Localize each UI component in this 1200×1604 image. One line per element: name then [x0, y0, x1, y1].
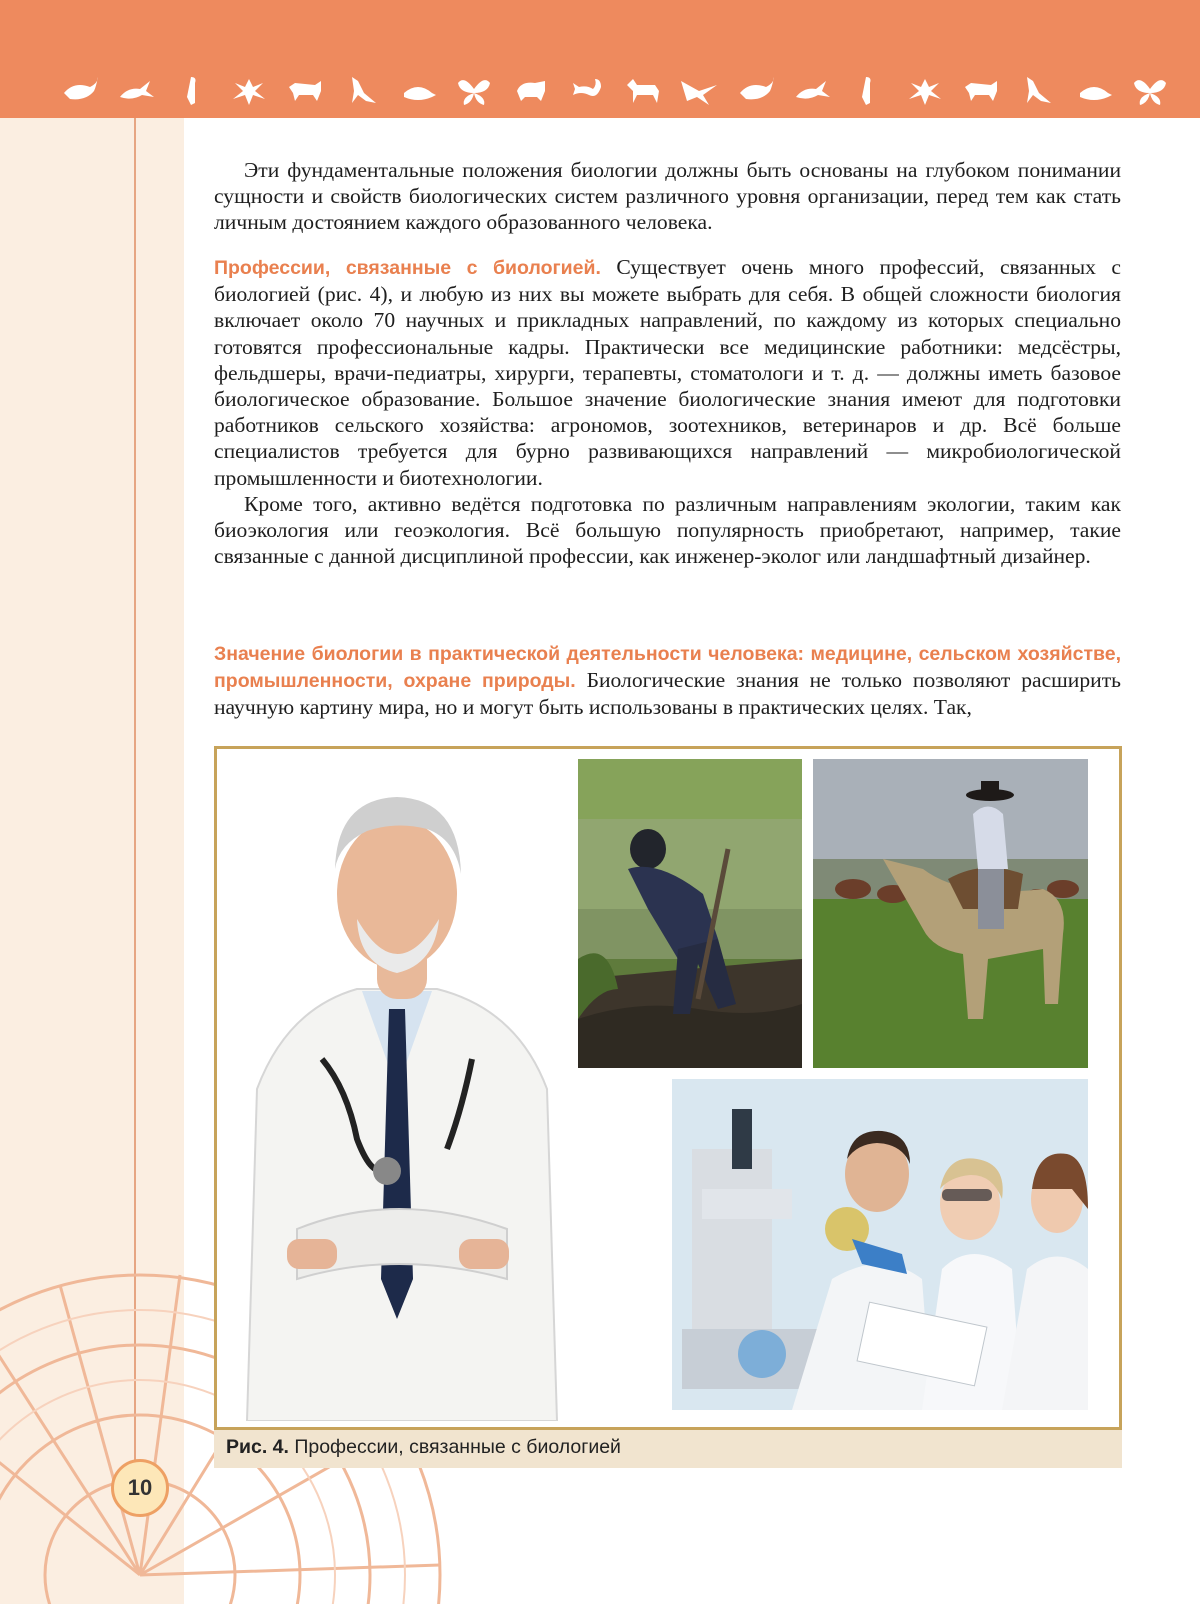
- kangaroo-icon: [1017, 73, 1057, 107]
- butterfly-icon: [454, 73, 494, 107]
- figure-frame: [214, 746, 1122, 1430]
- intro-paragraph: Эти фундаментальные положения биологии должны быть основаны на глубоком понимании сущности и свойств биологических систем различного уровня организации, перед тем как стать личным достоянием каждого образованного человека.: [214, 158, 1121, 235]
- lizard-icon: [792, 73, 832, 107]
- pig-icon: [511, 73, 551, 107]
- figure-caption: [214, 1430, 1122, 1468]
- professions-section: [214, 254, 1121, 569]
- professions-heading: Профессии, связанные с биологией.: [214, 257, 601, 279]
- doctor-photo: [227, 759, 567, 1421]
- gardener-photo: [578, 759, 802, 1068]
- swallow-icon: [679, 73, 719, 107]
- intro-paragraph-block: [214, 157, 1121, 236]
- figure-caption-label: Рис. 4.: [226, 1436, 289, 1458]
- butterfly-icon: [1130, 73, 1170, 107]
- professions-paragraph: [214, 254, 1121, 491]
- turtle-icon: [1074, 73, 1114, 107]
- whale-icon: [736, 73, 776, 107]
- practical-heading: Значение биологии в практической деятельности человека: медицине, сельском хозяйстве, промышленности, охране природы.: [214, 643, 1121, 693]
- page-number: 10: [111, 1459, 169, 1517]
- bull-icon: [961, 73, 1001, 107]
- bird-icon: [173, 73, 213, 107]
- professions-text: Существует очень много профессий, связанных с биологией (рис. 4), и любую из них вы можете выбрать для себя. В общей сложности биология включает около 70 научных и прикладных направлений, по каждому из которых специально готовятся профессиональные кадры. Практически все медицинские работники: медсёстры, фельдшеры, врачи-педиатры, хирурги, терапевты, стоматологи и т. д. — должны иметь базовое биологическое образование. Большое значение биологические знания имеют для подготовки работников сельского хозяйства: агрономов, зоотехников, ветеринаров и др. Всё больше специалистов требуется для бурно развивающихся направлений — микробиологической промышленности и биотехнологии.: [214, 255, 1121, 490]
- kangaroo-icon: [342, 73, 382, 107]
- insect-icon: [229, 73, 269, 107]
- figure-caption-text: Профессии, связанные с биологией: [288, 1436, 621, 1458]
- bull-icon: [285, 73, 325, 107]
- practical-paragraph: [214, 640, 1121, 721]
- horse-icon: [623, 73, 663, 107]
- practical-significance-section: [214, 640, 1121, 721]
- lizard-icon: [116, 73, 156, 107]
- ecology-paragraph: Кроме того, активно ведётся подготовка по различным направлениям экологии, таким как биоэкология или геоэкология. Всё большую популярность приобретают, например, такие связанные с данной дисциплиной профессии, как инженер-эколог или ландшафтный дизайнер.: [214, 491, 1121, 569]
- laboratory-photo: [672, 1079, 1088, 1410]
- scorpion-icon: [567, 73, 607, 107]
- turtle-icon: [398, 73, 438, 107]
- animal-icon-strip: [60, 72, 1170, 108]
- practical-text: Биологические знания не только позволяют расширить научную картину мира, но и могут быть использованы в практических целях. Так,: [214, 668, 1121, 720]
- insect-icon: [905, 73, 945, 107]
- rancher-horse-photo: [813, 759, 1088, 1068]
- bird-icon: [848, 73, 888, 107]
- whale-icon: [60, 73, 100, 107]
